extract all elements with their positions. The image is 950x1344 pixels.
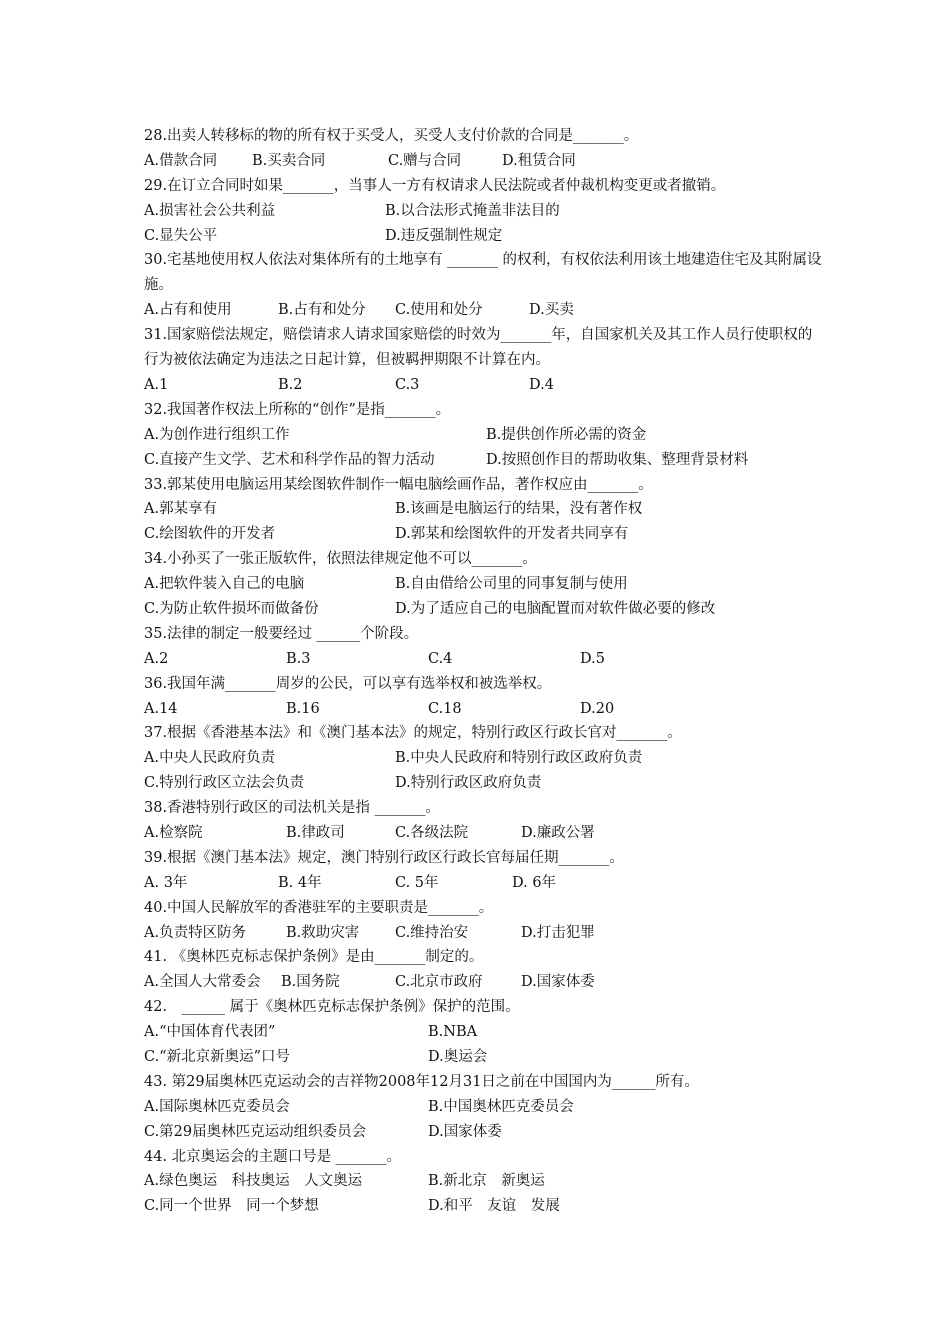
question-41-options	[144, 970, 824, 995]
question-28-stem: 28.出卖人转移标的物的所有权于买受人，买受人支付价款的合同是_______。	[144, 128, 639, 144]
question-33-options-row1	[144, 497, 824, 522]
option-d: D.5	[580, 650, 605, 667]
option-a: A.全国人大常委会	[144, 974, 261, 991]
option-d: D.奥运会	[428, 1049, 488, 1066]
question-32-options-row2	[144, 448, 824, 473]
option-a: A.借款合同	[144, 152, 218, 169]
option-d: D.打击犯罪	[521, 924, 595, 941]
option-c: C.显失公平	[144, 227, 218, 244]
question-33-stem: 33.郭某使用电脑运用某绘图软件制作一幅电脑绘画作品，著作权应由_______。	[144, 476, 653, 493]
option-b: B.16	[286, 700, 320, 717]
question-43-options-row2	[144, 1120, 824, 1145]
option-d: D.20	[580, 700, 615, 717]
option-c: C.同一个世界 同一个梦想	[144, 1198, 319, 1215]
option-d: D.买卖	[529, 302, 574, 319]
option-b: B.NBA	[428, 1024, 478, 1041]
option-a: A.把软件装入自己的电脑	[144, 576, 305, 593]
question-35-stem: 35.法律的制定一般要经过 ______个阶段。	[144, 625, 419, 642]
option-a: A.检察院	[144, 825, 203, 841]
question-42-options-row2	[144, 1045, 824, 1070]
option-a: A.国际奥林匹克委员会	[144, 1098, 290, 1115]
question-31-options	[144, 373, 824, 398]
question-43-options-row1	[144, 1095, 824, 1120]
option-d: D. 6年	[512, 874, 557, 891]
question-38-options	[144, 821, 824, 846]
question-list	[144, 124, 824, 1219]
option-d: D.按照创作目的帮助收集、整理背景材料	[486, 451, 749, 468]
question-36-options	[144, 697, 824, 722]
option-b: B.以合法形式掩盖非法目的	[385, 202, 560, 219]
option-c: C.第29届奥林匹克运动组织委员会	[144, 1123, 367, 1140]
option-b: B.新北京 新奥运	[428, 1173, 545, 1190]
option-a: A.负责特区防务	[144, 924, 247, 941]
option-b: B.3	[286, 650, 311, 667]
option-c: C.赠与合同	[388, 152, 462, 169]
option-a: A.郭某享有	[144, 501, 218, 518]
question-39-stem: 39.根据《澳门基本法》规定，澳门特别行政区行政长官每届任期_______。	[144, 849, 624, 866]
question-42-stem: 42. ______ 属于《奥林匹克标志保护条例》保护的范围。	[144, 999, 520, 1016]
option-b: B.该画是电脑运行的结果，没有著作权	[395, 501, 643, 518]
option-c: C.4	[428, 650, 453, 667]
option-c: C.为防止软件损坏而做备份	[144, 600, 319, 617]
option-c: C. 5年	[395, 874, 439, 891]
option-b: B.提供创作所必需的资金	[486, 426, 647, 443]
option-b: B.占有和处分	[278, 302, 366, 319]
option-d: D.特别行政区政府负责	[395, 775, 542, 792]
question-38-stem: 38.香港特别行政区的司法机关是指 _______。	[144, 800, 440, 817]
option-a: A.占有和使用	[144, 302, 232, 319]
option-c: C.18	[428, 700, 462, 717]
option-c: C.绘图软件的开发者	[144, 526, 276, 543]
option-a: A.损害社会公共利益	[144, 202, 276, 219]
option-b: B.自由借给公司里的同事复制与使用	[395, 576, 628, 593]
question-44-options-row1	[144, 1169, 824, 1194]
question-44-options-row2	[144, 1194, 824, 1219]
question-37-options-row1	[144, 746, 824, 771]
option-a: A.“中国体育代表团”	[144, 1024, 276, 1041]
question-44-stem: 44. 北京奥运会的主题口号是 _______。	[144, 1148, 402, 1165]
question-41-stem: 41. 《奥林匹克标志保护条例》是由_______制定的。	[144, 949, 484, 966]
question-37-stem: 37.根据《香港基本法》和《澳门基本法》的规定，特别行政区行政长官对_______。	[144, 725, 682, 742]
option-c: C.北京市政府	[395, 974, 483, 991]
question-34-stem: 34.小孙买了一张正版软件，依照法律规定他不可以_______。	[144, 551, 537, 568]
question-39-options	[144, 871, 824, 896]
question-32-stem: 32.我国著作权法上所称的“创作”是指_______。	[144, 401, 451, 418]
question-30-stem: 30.宅基地使用权人依法对集体所有的土地享有 _______ 的权利，有权依法利用该土地建造住宅及其附属设施。	[144, 252, 822, 294]
question-42-options-row1	[144, 1020, 824, 1045]
option-a: A.1	[144, 376, 169, 393]
option-c: C.各级法院	[395, 825, 469, 841]
option-d: D.国家体委	[428, 1123, 502, 1140]
option-d: D.郭某和绘图软件的开发者共同享有	[395, 526, 629, 543]
option-b: B.国务院	[281, 974, 340, 991]
option-a: A.2	[144, 650, 169, 667]
question-33-options-row2	[144, 522, 824, 547]
option-b: B.救助灾害	[286, 924, 360, 941]
option-a: A.绿色奥运 科技奥运 人文奥运	[144, 1173, 363, 1190]
option-d: D.为了适应自己的电脑配置而对软件做必要的修改	[395, 600, 716, 617]
question-34-options-row1	[144, 572, 824, 597]
option-a: A.为创作进行组织工作	[144, 426, 290, 443]
question-34-options-row2	[144, 597, 824, 622]
question-31-stem: 31.国家赔偿法规定，赔偿请求人请求国家赔偿的时效为_______年，自国家机关及其工作人员行使职权的行为被依法确定为违法之日起计算，但被羁押期限不计算在内。	[144, 327, 813, 369]
option-d: D.和平 友谊 发展	[428, 1198, 560, 1215]
question-40-options	[144, 921, 824, 946]
option-b: B.中国奥林匹克委员会	[428, 1098, 574, 1115]
option-d: D.国家体委	[521, 974, 595, 991]
option-d: D.4	[529, 376, 554, 393]
question-29-options-row1	[144, 199, 824, 224]
option-b: B.2	[278, 376, 303, 393]
question-28-options	[144, 149, 824, 174]
question-30-options	[144, 298, 824, 323]
option-b: B.中央人民政府和特别行政区政府负责	[395, 750, 643, 767]
question-29-stem: 29.在订立合同时如果_______，当事人一方有权请求人民法院或者仲裁机构变更或者撤销。	[144, 177, 726, 194]
option-b: B. 4年	[278, 874, 322, 891]
option-c: C.维持治安	[395, 924, 469, 941]
question-35-options	[144, 647, 824, 672]
option-c: C.“新北京新奥运”口号	[144, 1049, 291, 1066]
option-c: C.直接产生文学、艺术和科学作品的智力活动	[144, 451, 435, 468]
option-d: D.违反强制性规定	[385, 227, 503, 244]
question-36-stem: 36.我国年满_______周岁的公民，可以享有选举权和被选举权。	[144, 675, 552, 692]
option-a: A.中央人民政府负责	[144, 750, 276, 767]
option-a: A. 3年	[144, 874, 188, 891]
option-d: D.廉政公署	[521, 825, 595, 841]
option-b: B.律政司	[286, 825, 345, 841]
question-37-options-row2	[144, 771, 824, 796]
question-29-options-row2	[144, 224, 824, 249]
question-43-stem: 43. 第29届奥林匹克运动会的吉祥物2008年12月31日之前在中国国内为______所有。	[144, 1073, 699, 1090]
option-d: D.租赁合同	[502, 152, 576, 169]
option-c: C.使用和处分	[395, 302, 483, 319]
question-32-options-row1	[144, 423, 824, 448]
option-c: C.特别行政区立法会负责	[144, 775, 305, 792]
option-c: C.3	[395, 376, 420, 393]
option-a: A.14	[144, 700, 178, 717]
question-40-stem: 40.中国人民解放军的香港驻军的主要职责是_______。	[144, 899, 494, 916]
option-b: B.买卖合同	[252, 152, 326, 169]
